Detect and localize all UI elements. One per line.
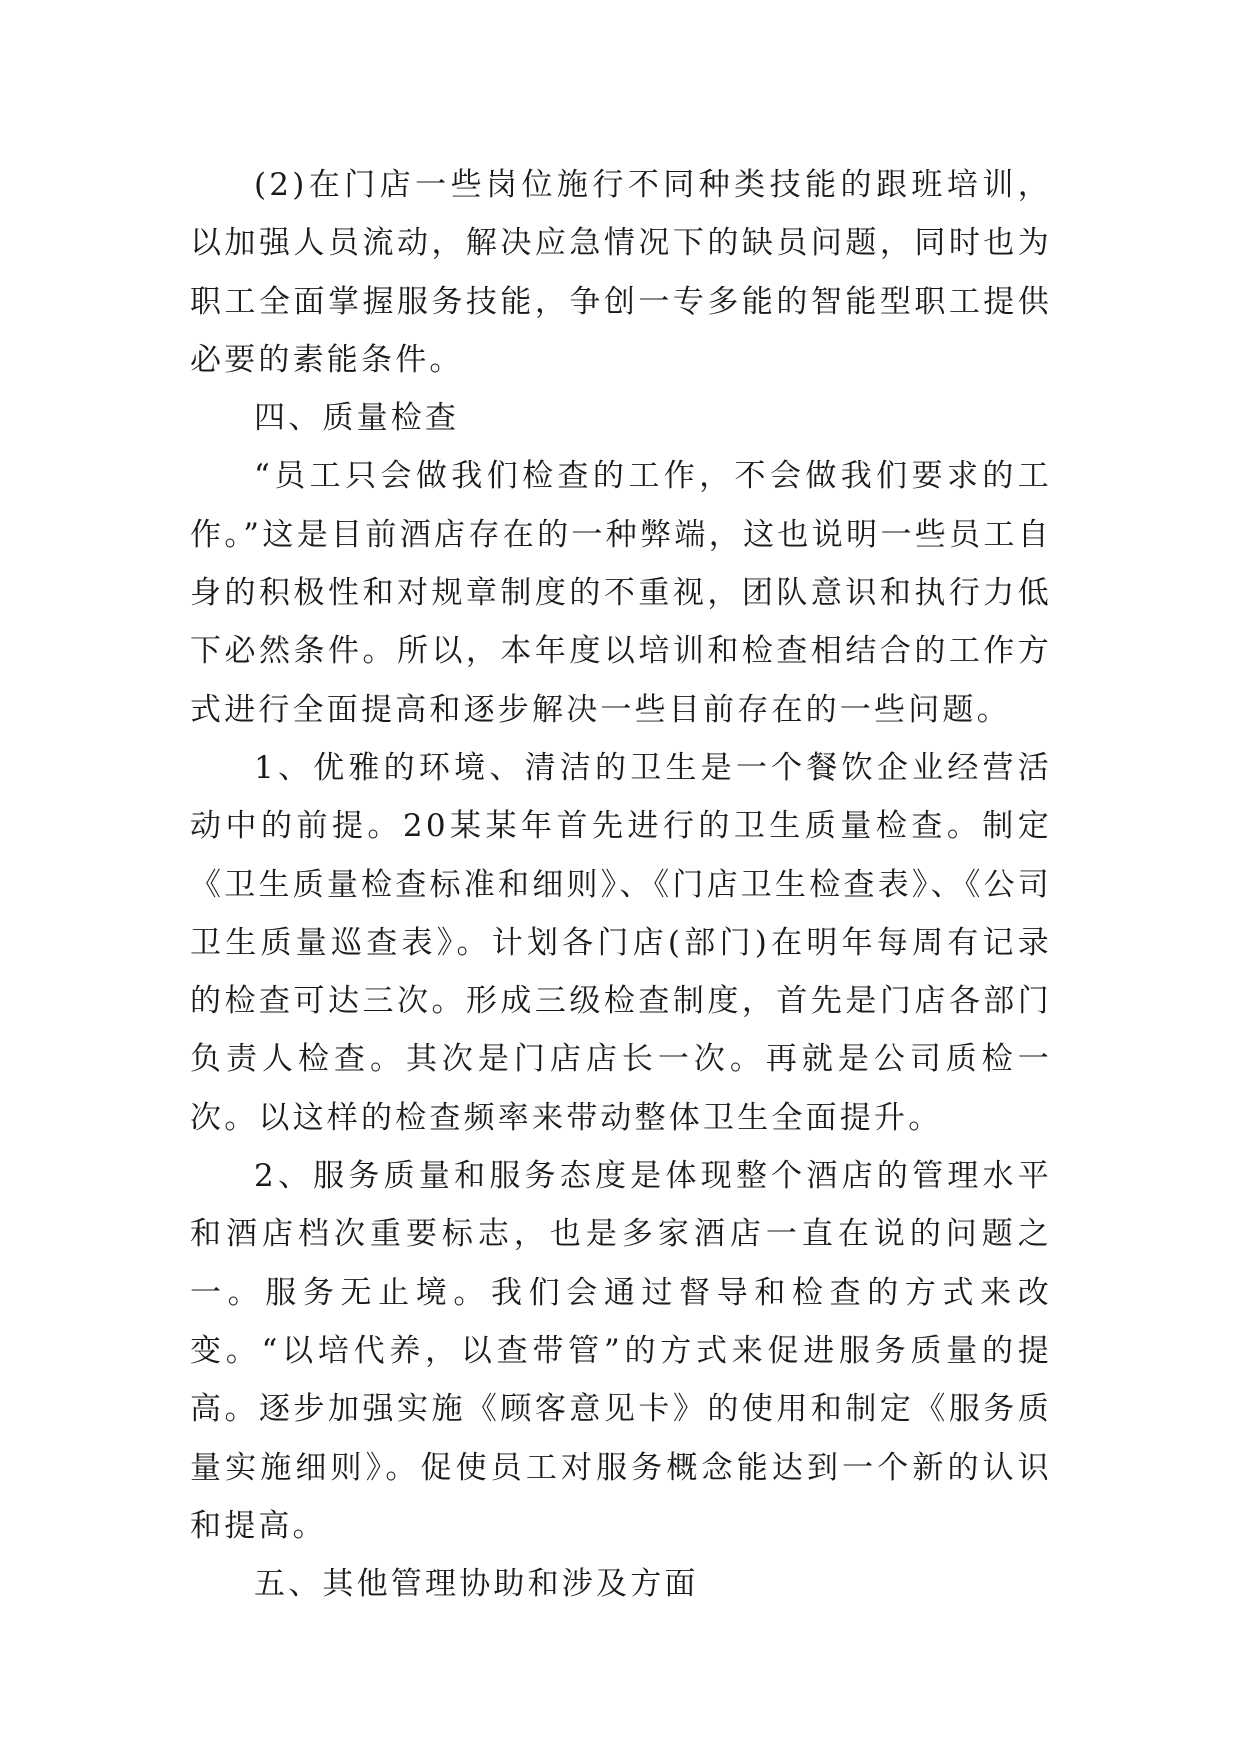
paragraph-hygiene-inspection: 1、优雅的环境、清洁的卫生是一个餐饮企业经营活动中的前提。20某某年首先进行的卫生质量检查。制定《卫生质量检查标准和细则》、《门店卫生检查表》、《公司卫生质量巡查表》。计划各门店(部门)在明年每周有记录的检查可达三次。形成三级检查制度，首先是门店各部门负责人检查。其次是门店店长一次。再就是公司质检一次。以这样的检查频率来带动整体卫生全面提升。 — [190, 749, 1052, 1136]
paragraph-service-quality: 2、服务质量和服务态度是体现整个酒店的管理水平和酒店档次重要标志，也是多家酒店一直在说的问题之一。服务无止境。我们会通过督导和检查的方式来改变。“以培代养，以查带管”的方式来促进服务质量的提高。逐步加强实施《顾客意见卡》的使用和制定《服务质量实施细则》。促使员工对服务概念能达到一个新的认识和提高。 — [190, 1158, 1052, 1544]
document-body — [190, 156, 1052, 1613]
section-heading-quality-inspection: 四、质量检查 — [254, 400, 460, 437]
paragraph-skill-training: (2)在门店一些岗位施行不同种类技能的跟班培训，以加强人员流动，解决应急情况下的缺员问题，同时也为职工全面掌握服务技能，争创一专多能的智能型职工提供必要的素能条件。 — [190, 167, 1052, 378]
section-heading-other-management: 五、其他管理协助和涉及方面 — [254, 1566, 699, 1603]
paragraph-quote-inspection: “员工只会做我们检查的工作，不会做我们要求的工作。”这是目前酒店存在的一种弊端，这也说明一些员工自身的积极性和对规章制度的不重视，团队意识和执行力低下必然条件。所以，本年度以培训和检查相结合的工作方式进行全面提高和逐步解决一些目前存在的一些问题。 — [190, 458, 1052, 728]
